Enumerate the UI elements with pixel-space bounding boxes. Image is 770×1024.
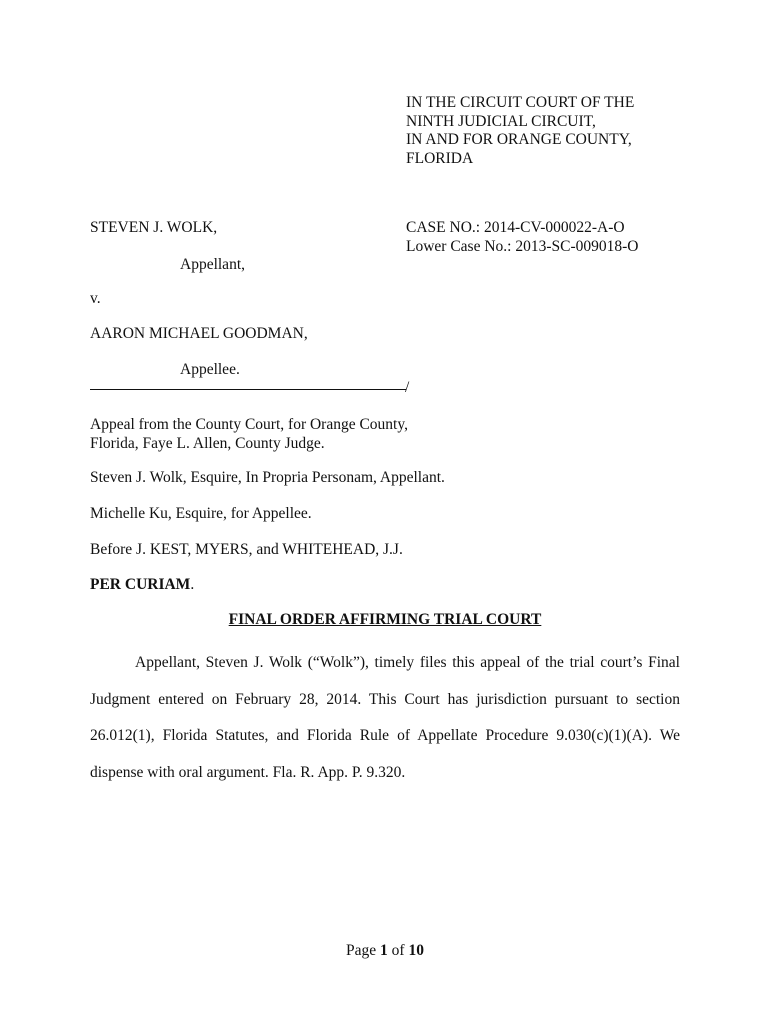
appellee-role: Appellee. bbox=[180, 361, 240, 378]
caption-divider-line bbox=[90, 389, 406, 390]
of-word: of bbox=[387, 942, 409, 959]
lower-case-number: Lower Case No.: 2013-SC-009018-O bbox=[406, 237, 639, 255]
court-caption-line: FLORIDA bbox=[406, 149, 474, 167]
order-title-text: FINAL ORDER AFFIRMING TRIAL COURT bbox=[228, 611, 542, 628]
per-curiam-heading bbox=[90, 576, 194, 594]
appellant-role: Appellant, bbox=[180, 256, 245, 273]
versus-label: v. bbox=[90, 290, 101, 307]
body-paragraph-text: Appellant, Steven J. Wolk (“Wolk”), timely files this appeal of the trial court’s Final Judgment entered on February 28, 2014. This Court has jurisdiction pursuant to section 26.012(1), Florida Statutes, and Florida Rule of Appellate Procedure 9.030(c)(1)(A). We dispense with oral argument. Fla. R. App. P. 9.320. bbox=[90, 654, 680, 781]
body-paragraph bbox=[90, 645, 680, 791]
appellant-name: STEVEN J. WOLK, bbox=[90, 219, 218, 236]
case-number: CASE NO.: 2014-CV-000022-A-O bbox=[406, 219, 625, 236]
per-curiam-text: PER CURIAM bbox=[90, 576, 191, 593]
appellant-counsel: Steven J. Wolk, Esquire, In Propria Personam, Appellant. bbox=[90, 469, 445, 486]
appeal-source-line: Appeal from the County Court, for Orange County, bbox=[90, 416, 408, 433]
appellee-counsel: Michelle Ku, Esquire, for Appellee. bbox=[90, 505, 312, 522]
per-curiam-period: . bbox=[190, 576, 195, 593]
order-title bbox=[0, 611, 770, 629]
appeal-source bbox=[90, 416, 408, 453]
court-caption bbox=[406, 94, 634, 168]
court-caption-line: IN THE CIRCUIT COURT OF THE bbox=[406, 94, 635, 111]
page-total: 10 bbox=[408, 942, 424, 959]
appellee-name: AARON MICHAEL GOODMAN, bbox=[90, 325, 308, 342]
court-caption-line: IN AND FOR ORANGE COUNTY, bbox=[406, 131, 632, 148]
page-number: 1 bbox=[380, 942, 388, 959]
court-caption-line: NINTH JUDICIAL CIRCUIT, bbox=[406, 112, 596, 130]
case-numbers bbox=[406, 219, 638, 256]
caption-end-slash: / bbox=[405, 379, 410, 396]
page-footer bbox=[0, 942, 770, 960]
judicial-panel: Before J. KEST, MYERS, and WHITEHEAD, J.J. bbox=[90, 541, 403, 558]
appeal-source-line: Florida, Faye L. Allen, County Judge. bbox=[90, 434, 325, 452]
page-word: Page bbox=[346, 942, 381, 959]
